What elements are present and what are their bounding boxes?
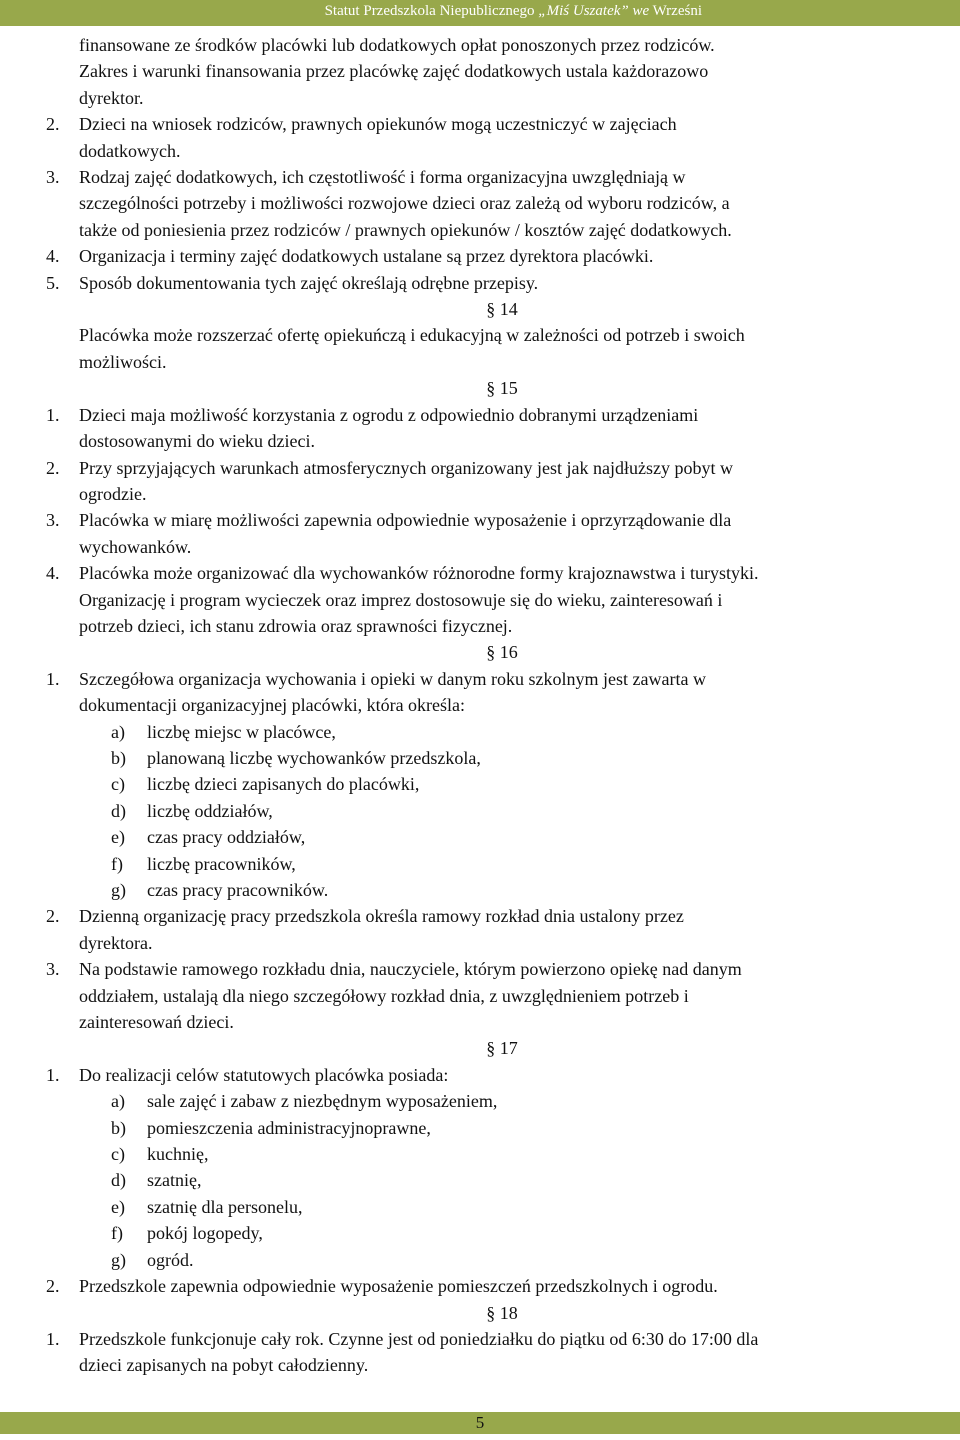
- paragraph-text: Przy sprzyjających warunkach atmosferycznych organizowany jest jak najdłuższy pobyt w: [79, 457, 733, 478]
- paragraph-text: Placówka może organizować dla wychowanków różnorodne formy krajoznawstwa i turystyki.: [79, 563, 759, 584]
- list-marker: c): [111, 774, 125, 795]
- list-item: [46, 877, 958, 903]
- list-item: [46, 1088, 958, 1114]
- text-line: Placówka może rozszerzać ofertę opiekuńczą i edukacyjną w zależności od potrzeb i swoich: [79, 325, 745, 346]
- paragraph-text: sale zajęć i zabaw z niezbędnym wyposażeniem,: [147, 1091, 498, 1112]
- numbered-paragraph: [46, 1326, 958, 1352]
- paragraph-number: 4.: [46, 563, 60, 584]
- text-line: dostosowanymi do wieku dzieci.: [79, 431, 315, 452]
- paragraph-number: 4.: [46, 246, 60, 267]
- list-marker: g): [111, 880, 126, 900]
- list-item: [46, 719, 958, 745]
- section-heading: § 18: [486, 1302, 518, 1323]
- list-marker: d): [111, 1170, 126, 1191]
- paragraph-text: kuchnię,: [147, 1144, 209, 1165]
- numbered-paragraph: [46, 270, 958, 296]
- text-line: Zakres i warunki finansowania przez placówkę zajęć dodatkowych ustala każdorazowo: [79, 61, 709, 82]
- paragraph-text: Organizacja i terminy zajęć dodatkowych ustalane są przez dyrektora placówki.: [79, 246, 654, 267]
- paragraph-number: 2.: [46, 906, 60, 927]
- numbered-paragraph: [46, 507, 958, 533]
- paragraph-text: Przedszkole funkcjonuje cały rok. Czynne jest od poniedziałku do piątku od 6:30 do 17:00 dla: [79, 1328, 759, 1349]
- numbered-paragraph: [46, 560, 958, 586]
- list-marker: f): [111, 1223, 123, 1244]
- numbered-paragraph: [46, 666, 958, 692]
- paragraph-text: Sposób dokumentowania tych zajęć określają odrębne przepisy.: [79, 272, 539, 293]
- numbered-paragraph: [46, 1273, 958, 1299]
- list-marker: b): [111, 747, 126, 768]
- numbered-paragraph: [46, 1062, 958, 1088]
- paragraph-text: pomieszczenia administracyjnoprawne,: [147, 1117, 431, 1138]
- header-kindergarten-name: „Miś Uszatek” we: [538, 3, 650, 19]
- header-suffix: Wrześni: [649, 3, 702, 19]
- paragraph-text: szatnię,: [147, 1170, 202, 1191]
- list-marker: c): [111, 1144, 125, 1165]
- list-item: [46, 1167, 958, 1193]
- paragraph-text: szatnię dla personelu,: [147, 1196, 303, 1217]
- paragraph-text: Na podstawie ramowego rozkładu dnia, nauczyciele, którym powierzono opiekę nad danym: [79, 959, 742, 980]
- document-header: [325, 3, 702, 20]
- list-item: [46, 1220, 958, 1246]
- numbered-paragraph: [46, 164, 958, 190]
- numbered-paragraph: [46, 111, 958, 137]
- list-marker: e): [111, 827, 125, 848]
- numbered-paragraph: [46, 956, 958, 982]
- text-line: Organizację i program wycieczek oraz imprez dostosowuje się do wieku, zainteresowań i: [79, 589, 723, 610]
- paragraph-text: Dzienną organizację pracy przedszkola określa ramowy rozkład dnia ustalony przez: [79, 906, 684, 927]
- numbered-paragraph: [46, 903, 958, 929]
- section-heading: § 14: [486, 299, 518, 320]
- list-marker: b): [111, 1117, 126, 1138]
- numbered-paragraph: [46, 243, 958, 269]
- document-body: [46, 32, 958, 1379]
- list-item: [46, 851, 958, 877]
- paragraph-text: liczbę oddziałów,: [147, 800, 273, 821]
- list-marker: f): [111, 853, 123, 874]
- text-line: potrzeb dzieci, ich stanu zdrowia oraz sprawności fizycznej.: [79, 615, 513, 636]
- paragraph-text: Przedszkole zapewnia odpowiednie wyposażenie pomieszczeń przedszkolnych i ogrodu.: [79, 1276, 718, 1297]
- list-item: [46, 798, 958, 824]
- paragraph-text: Rodzaj zajęć dodatkowych, ich częstotliwość i forma organizacyjna uwzględniają w: [79, 167, 686, 188]
- list-marker: e): [111, 1196, 125, 1217]
- paragraph-text: Dzieci na wniosek rodziców, prawnych opiekunów mogą uczestniczyć w zajęciach: [79, 114, 677, 135]
- paragraph-text: Do realizacji celów statutowych placówka posiada:: [79, 1064, 449, 1085]
- paragraph-text: liczbę dzieci zapisanych do placówki,: [147, 774, 420, 795]
- paragraph-text: ogród.: [147, 1249, 194, 1270]
- section-heading: § 16: [486, 642, 518, 663]
- paragraph-text: liczbę miejsc w placówce,: [147, 721, 336, 742]
- paragraph-number: 3.: [46, 510, 60, 531]
- list-marker: d): [111, 800, 126, 821]
- section-heading: § 17: [486, 1038, 518, 1059]
- list-marker: a): [111, 1091, 125, 1112]
- text-line: dyrektora.: [79, 932, 153, 953]
- paragraph-text: Szczegółowa organizacja wychowania i opieki w danym roku szkolnym jest zawarta w: [79, 668, 706, 689]
- paragraph-number: 1.: [46, 404, 60, 425]
- paragraph-number: 2.: [46, 457, 60, 478]
- text-line: finansowane ze środków placówki lub dodatkowych opłat ponoszonych przez rodziców.: [79, 35, 715, 55]
- numbered-paragraph: [46, 455, 958, 481]
- paragraph-number: 5.: [46, 272, 60, 293]
- paragraph-number: 3.: [46, 959, 60, 980]
- numbered-paragraph: [46, 402, 958, 428]
- section-heading: § 15: [486, 378, 518, 399]
- list-item: [46, 745, 958, 771]
- list-item: [46, 1115, 958, 1141]
- paragraph-number: 1.: [46, 1328, 60, 1349]
- paragraph-number: 1.: [46, 1064, 60, 1085]
- paragraph-text: liczbę pracowników,: [147, 853, 296, 874]
- text-line: wychowanków.: [79, 536, 192, 557]
- text-line: możliwości.: [79, 351, 167, 372]
- page-number: 5: [475, 1413, 485, 1432]
- paragraph-number: 2.: [46, 114, 60, 135]
- list-item: [46, 1247, 958, 1273]
- text-line: oddziałem, ustalają dla niego szczegółowy rozkład dnia, z uwzględnieniem potrzeb i: [79, 985, 689, 1006]
- text-line: szczególności potrzeby i możliwości rozwojowe dzieci oraz zależą od wyboru rodziców, a: [79, 193, 730, 214]
- text-line: dzieci zapisanych na pobyt całodzienny.: [79, 1355, 369, 1376]
- list-marker: g): [111, 1249, 126, 1270]
- list-item: [46, 824, 958, 850]
- text-line: ogrodzie.: [79, 483, 147, 504]
- text-line: zainteresowań dzieci.: [79, 1012, 234, 1033]
- text-line: dokumentacji organizacyjnej placówki, która określa:: [79, 695, 466, 716]
- text-line: także od poniesienia przez rodziców / prawnych opiekunów / kosztów zajęć dodatkowych.: [79, 219, 732, 240]
- list-item: [46, 1141, 958, 1167]
- paragraph-text: czas pracy pracowników.: [147, 880, 329, 900]
- paragraph-text: Dzieci maja możliwość korzystania z ogrodu z odpowiednio dobranymi urządzeniami: [79, 404, 699, 425]
- paragraph-number: 2.: [46, 1276, 60, 1297]
- paragraph-text: czas pracy oddziałów,: [147, 827, 306, 848]
- paragraph-text: Placówka w miarę możliwości zapewnia odpowiednie wyposażenie i oprzyrządowanie dla: [79, 510, 732, 531]
- text-line: dodatkowych.: [79, 140, 181, 161]
- paragraph-number: 3.: [46, 167, 60, 188]
- list-marker: a): [111, 721, 125, 742]
- paragraph-text: planowaną liczbę wychowanków przedszkola,: [147, 747, 481, 768]
- list-item: [46, 771, 958, 797]
- list-item: [46, 1194, 958, 1220]
- text-line: dyrektor.: [79, 87, 144, 108]
- header-prefix: Statut Przedszkola Niepublicznego: [324, 3, 539, 19]
- paragraph-text: pokój logopedy,: [147, 1223, 263, 1244]
- paragraph-number: 1.: [46, 668, 60, 689]
